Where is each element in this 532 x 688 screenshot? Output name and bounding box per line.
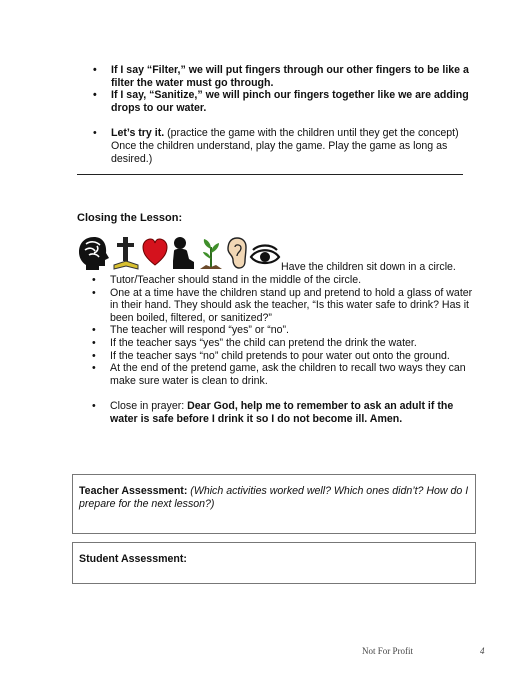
student-assessment-box[interactable] — [72, 542, 476, 584]
spacer — [77, 387, 477, 400]
teacher-assessment-label: Teacher Assessment: — [79, 485, 188, 497]
instruction-try-it-detail: (practice the game with the children until they get the concept) Once the children understand, play the game. Play the game as long as desired.) — [111, 127, 459, 165]
list-item: • One at a time have the children stand up and pretend to hold a glass of water in their hand. They should ask the teacher, “Is this water safe to drink? Has it been boiled, filtered, or sanitized?” — [77, 287, 477, 325]
section-divider — [77, 174, 463, 175]
cross-bible-icon — [111, 235, 141, 271]
closing-steps-list — [77, 274, 477, 426]
prayer-text: Dear God, help me to remember to ask an adult if the water is safe before I drink it so I do not become ill. Amen. — [110, 400, 454, 425]
list-item: • If the teacher says “yes” the child can pretend the drink the water. — [77, 337, 477, 350]
teacher-assessment-prompt: (Which activities worked well? Which ones didn’t? How do I prepare for the next lesson?) — [79, 485, 469, 510]
instruction-try-it: Let’s try it. — [111, 127, 165, 140]
prayer-intro: Close in prayer: — [110, 400, 188, 413]
list-item: • The teacher will respond “yes” or “no”. — [77, 324, 477, 337]
game-instructions-list — [78, 64, 478, 165]
teacher-assessment-text — [79, 485, 469, 511]
circle-instruction: Have the children sit down in a circle. — [281, 261, 456, 273]
sprout-icon — [197, 235, 225, 271]
closing-icon-row — [77, 235, 287, 275]
instruction-filter: If I say “Filter,” we will put fingers through our other fingers to be like a filter the water must go through. — [111, 64, 469, 89]
footer-text: Not For Profit — [362, 646, 414, 656]
instruction-sanitize: If I say, “Sanitize,” we will pinch our fingers together like we are adding drops to our water. — [111, 89, 469, 114]
list-item — [78, 89, 478, 114]
list-item — [78, 64, 478, 89]
list-item — [78, 127, 478, 165]
praying-child-icon — [169, 235, 197, 271]
spacer — [78, 114, 478, 127]
page-number: 4 — [480, 646, 485, 656]
heart-icon — [141, 235, 169, 271]
closing-heading: Closing the Lesson: — [77, 212, 183, 224]
list-item: • At the end of the pretend game, ask the children to recall two ways they can make sure water is clean to drink. — [77, 362, 477, 387]
brain-head-icon — [77, 235, 111, 271]
eye-icon — [249, 235, 281, 271]
list-item — [77, 400, 477, 425]
ear-icon — [225, 235, 249, 271]
teacher-assessment-box[interactable] — [72, 474, 476, 534]
list-item: • If the teacher says “no” child pretends to pour water out onto the ground. — [77, 350, 477, 363]
student-assessment-label: Student Assessment: — [79, 553, 187, 565]
list-item: • Tutor/Teacher should stand in the middle of the circle. — [77, 274, 477, 287]
